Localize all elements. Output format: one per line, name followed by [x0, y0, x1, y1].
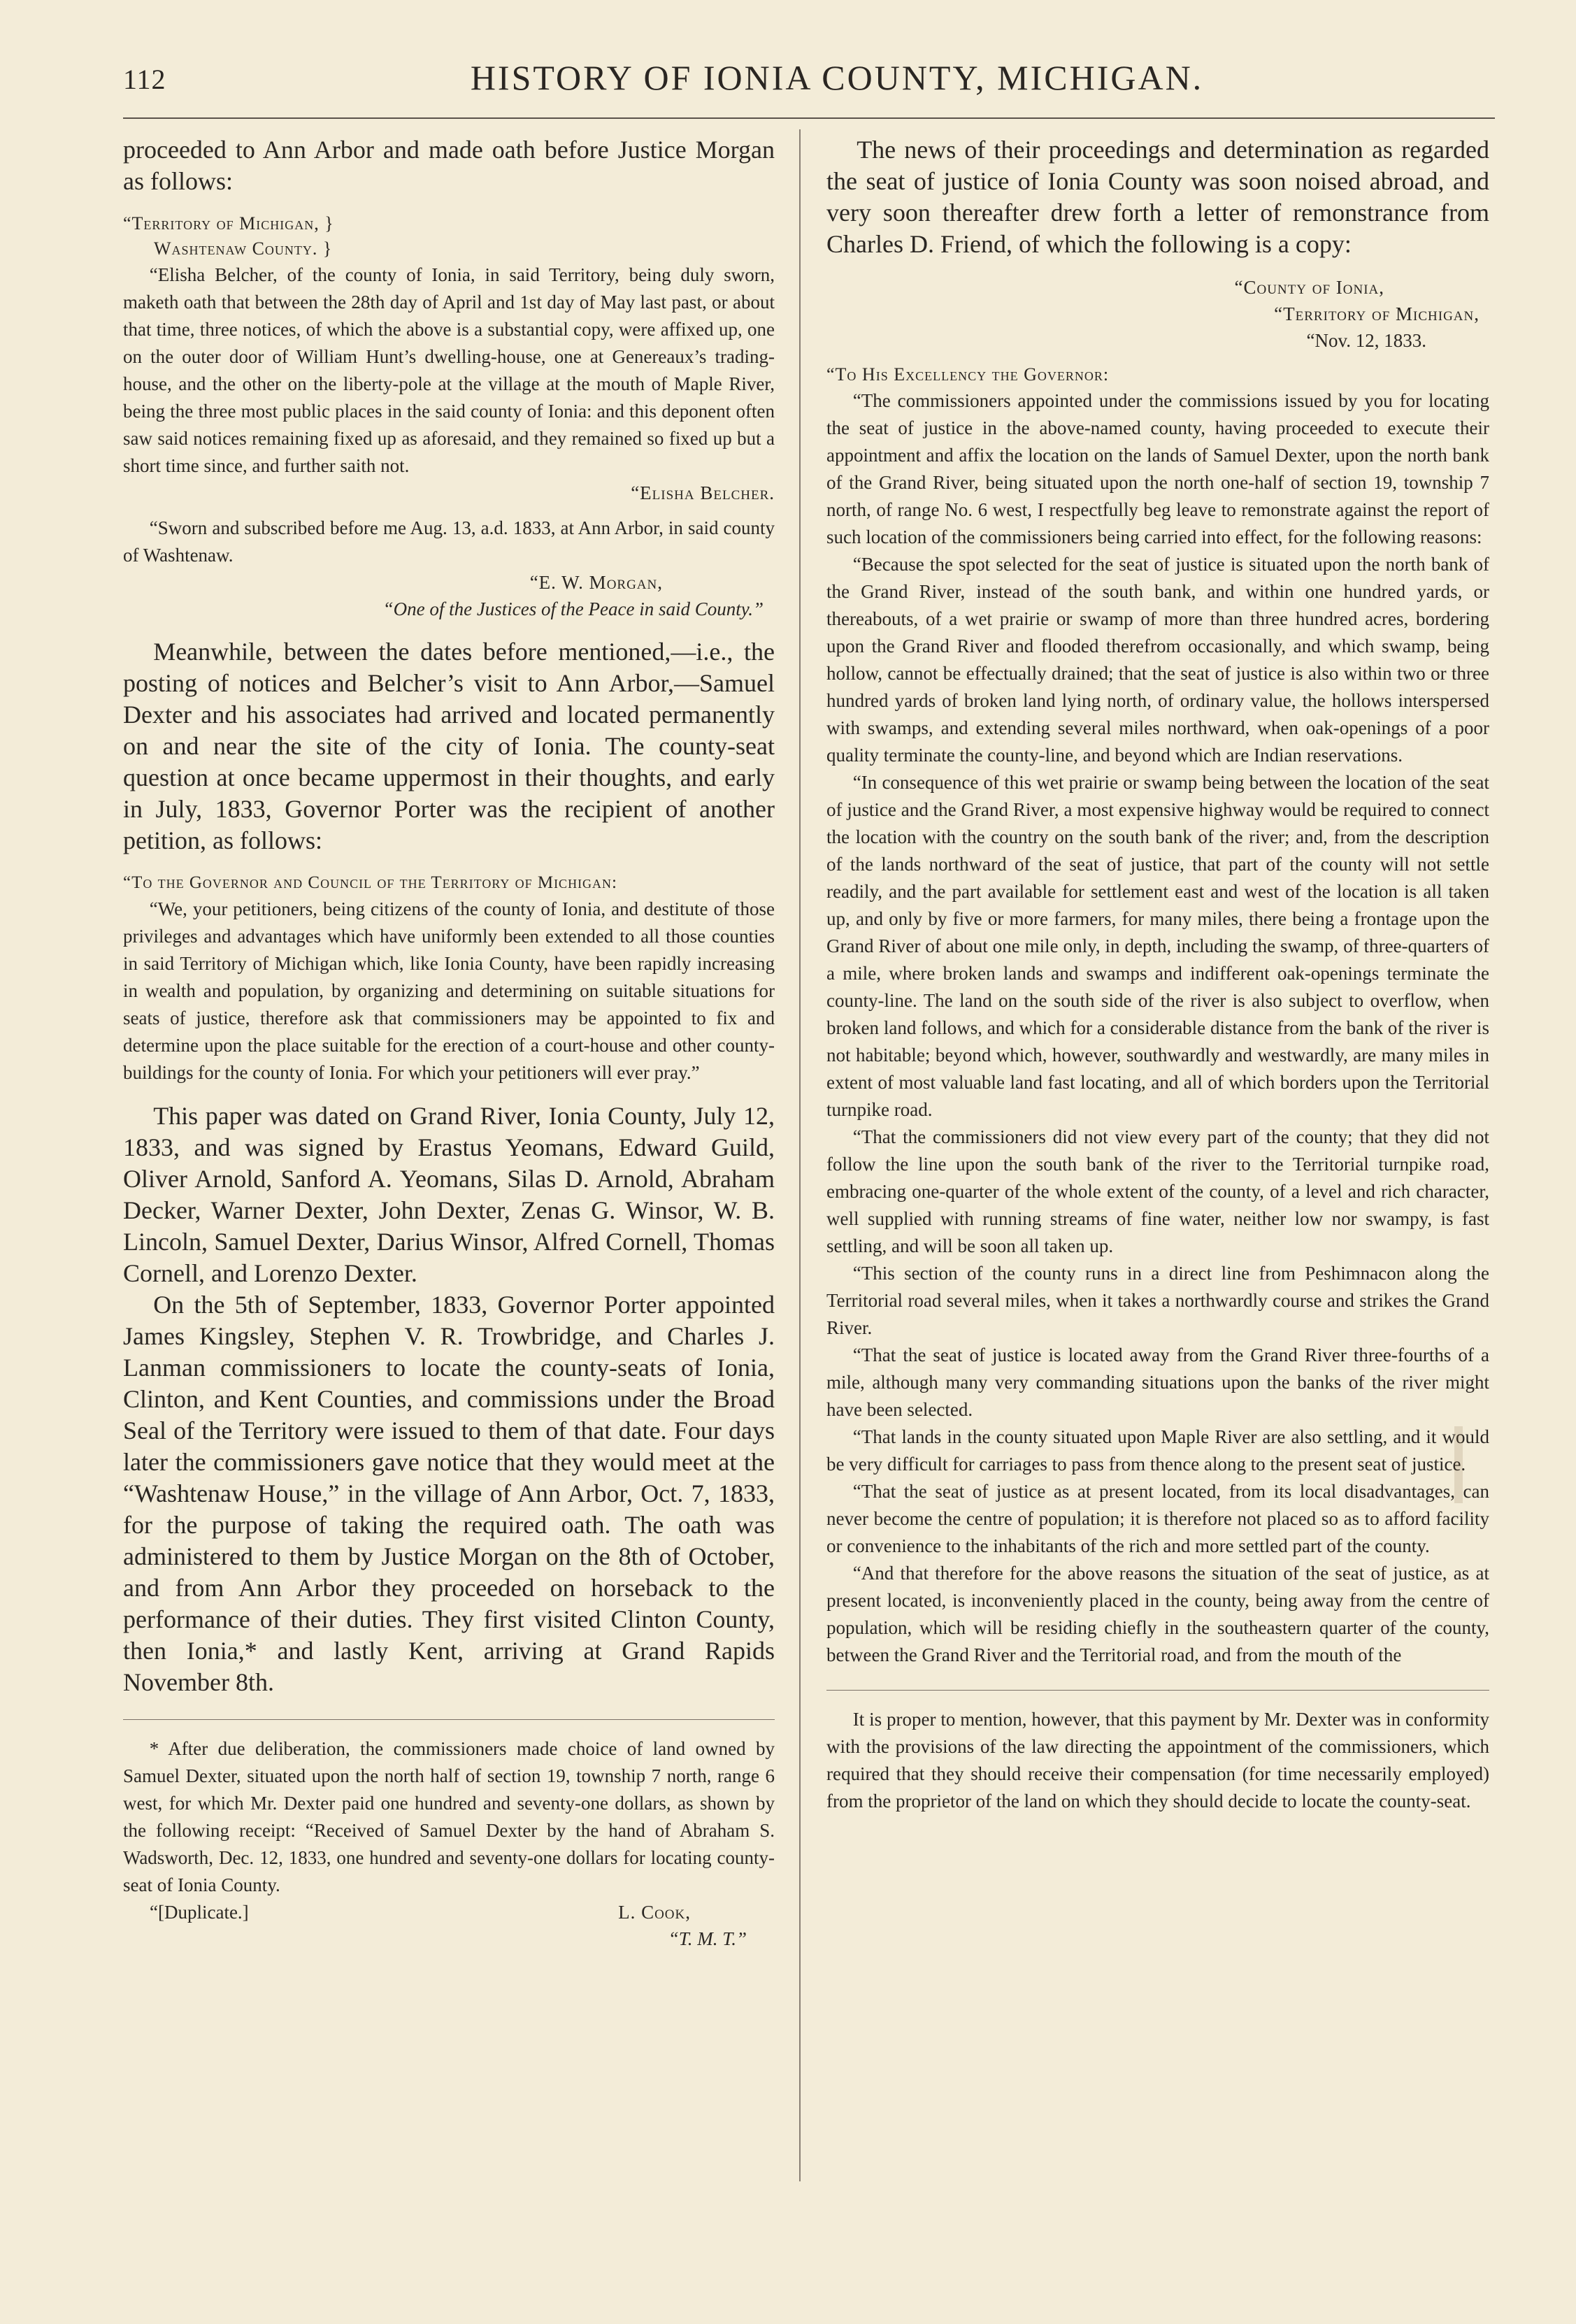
letter-paragraph: “In consequence of this wet prairie or swamp being between the location of the seat of justice and the Grand River, a most expensive highway would be required to connect the location with the country on the south bank of the river; and, from the description of the lands northward of the seat of justice, that part of the county will not settle readily, and the part available for settlement east and west of the location is all taken up, and only by five or more farmers, for many miles, there being a frontage upon the Grand River of about one mile only, in depth, including the swamp, of three-quarters of a mile, where broken lands and swamps and indifferent oak-openings terminate the county-line. The land on the south side of the river is also subject to overflow, when broken land follows, and which for a considerable distance from the bank of the river is not habitable; beyond which, however, southwardly and westwardly, are many miles in extent of most valuable land fast locating, and all of which borders upon the Territorial turnpike road.: [826, 772, 1489, 1120]
footnote-continuation: It is proper to mention, however, that this payment by Mr. Dexter was in conformity with the provisions of the law directing the appointment of the commissioners, which required that they should receive their compensation (for time necessarily employed) from the proprietor of the land on which they should decide to locate the county-seat.: [826, 1709, 1489, 1812]
header-rule: [123, 117, 1495, 119]
letter-paragraph: “That the commissioners did not view every part of the county; that they did not follow the line upon the south bank of the river to the Territorial turnpike road, embracing one-quarter of the whole extent of the county, of a level and rich character, well supplied with running streams of fine water, neither low nor swampy, is fast settling, and will be soon all taken up.: [826, 1126, 1489, 1256]
letter-salutation: “To His Excellency the Governor:: [826, 364, 1110, 385]
paragraph: The news of their proceedings and determination as regarded the seat of justice of Ionia County was soon noised abroad, and very soon thereafter drew forth a letter of remonstrance from Charles D. Friend, of which the following is a copy:: [826, 136, 1489, 258]
letter-paragraph: “That the seat of justice as at present located, from its local disadvantages, can never become the centre of population; it is therefore not placed so as to afford facility or convenience to the inhabitants of the rich and more settled part of the county.: [826, 1481, 1489, 1556]
footnote-rule: [123, 1719, 775, 1720]
petition-body: “We, your petitioners, being citizens of the county of Ionia, and destitute of those privileges and advantages which have uniformly been extended to all those counties in said Territory of Michigan which, like Ionia County, have been rapidly increasing in wealth and population, by organizing and determining on suitable situations for seats of justice, therefore ask that commissioners may be appointed to fix and determine upon the place suitable for the erection of a court-house and other county-buildings for the county of Ionia. For which your petitioners will ever pray.”: [123, 898, 775, 1083]
petition-address: “To the Governor and Council of the Territory of Michigan:: [123, 873, 618, 892]
letter-paragraph: “The commissioners appointed under the commissions issued by you for locating the seat of justice in the above-named county, having proceeded to execute their appointment and affix the location on the lands of Samuel Dexter, upon the north bank of the Grand River, being situated upon the north one-half of section 19, township 7 north, of range No. 6 west, I respectfully beg leave to remonstrate against the report of such location of the commissioners being carried into effect, for the following reasons:: [826, 390, 1489, 547]
footnote: * After due deliberation, the commissioners made choice of land owned by Samuel Dexter, situated upon the north half of section 19, township 7 north, range 6 west, for which Mr. Dexter paid one hundred and seventy-one dollars, as shown by the following receipt: “Received of Samuel Dexter by the hand of Abraham S. Wadsworth, Dec. 12, 1833, one hundred and seventy-one dollars for locating county-seat of Ionia County.: [123, 1738, 775, 1895]
column-divider: [799, 129, 801, 2181]
sworn-signature-title: “One of the Justices of the Peace in said County.”: [382, 598, 764, 619]
sworn-signature: “E. W. Morgan,: [529, 572, 663, 593]
page-header: [123, 57, 1495, 106]
letter-paragraph: “That the seat of justice is located away from the Grand River three-fourths of a mile, although many very commanding situations upon the banks of the river might have been selected.: [826, 1344, 1489, 1420]
letter-paragraph: “Because the spot selected for the seat of justice is situated upon the north bank of the Grand River, instead of the south bank, and within one hundred yards, or thereabouts, of a wet prairie or swamp of more than three hundred acres, bordering upon the Grand River and flooded therefrom occasionally, and which swamp, being hollow, cannot be effectually drained; that the seat of justice is also within two or three hundred yards of broken land lying north, of ordinary value, the hollows interspersed with swamps, and extending several miles northward, when oak-openings of a poor quality terminate the county-line, and beyond which are Indian reservations.: [826, 554, 1489, 766]
letter-dateline: “Territory of Michigan,: [1274, 303, 1480, 324]
paragraph: This paper was dated on Grand River, Ionia County, July 12, 1833, and was signed by Erastus Yeomans, Edward Guild, Oliver Arnold, Sanford A. Yeomans, Silas D. Arnold, Abraham Decker, Warner Dexter, John Dexter, Zenas G. Winsor, W. B. Lincoln, Samuel Dexter, Darius Winsor, Alfred Cornell, Thomas Cornell, and Lorenzo Dexter.: [123, 1102, 775, 1287]
left-column: [123, 134, 775, 1952]
footnote-signature-title: “T. M. T.”: [668, 1928, 747, 1949]
affidavit-signature: “Elisha Belcher.: [631, 482, 775, 503]
page-number: 112: [123, 64, 166, 95]
paragraph: Meanwhile, between the dates before mentioned,—i.e., the posting of notices and Belcher’s visit to Ann Arbor,—Samuel Dexter and his associates had arrived and located permanently on and near the site of the city of Ionia. The county-seat question at once became uppermost in their thoughts, and early in July, 1833, Governor Porter was the recipient of another petition, as follows:: [123, 638, 775, 854]
footnote-rule: [826, 1690, 1489, 1691]
paragraph: On the 5th of September, 1833, Governor Porter appointed James Kingsley, Stephen V. R. Trowbridge, and Charles J. Lanman commissioners to locate the county-seats of Ionia, Clinton, and Kent Counties, and commissions under the Broad Seal of the Territory were issued to them of that date. Four days later the commissioners gave notice that they would meet at the “Washtenaw House,” in the village of Ann Arbor, Oct. 7, 1833, for the purpose of taking the required oath. The oath was administered to them by Justice Morgan on the 8th of October, and from Ann Arbor they proceeded on horseback to the performance of their duties. They first visited Clinton County, then Ionia,* and lastly Kent, arriving at Grand Rapids November 8th.: [123, 1291, 775, 1696]
footnote-signature-block: [123, 1899, 775, 1925]
paragraph: proceeded to Ann Arbor and made oath before Justice Morgan as follows:: [123, 136, 775, 195]
letter-dateline: “County of Ionia,: [1234, 277, 1384, 298]
running-title: HISTORY OF IONIA COUNTY, MICHIGAN.: [470, 58, 1204, 97]
affidavit-address-line: Washtenaw County. }: [154, 238, 333, 259]
footnote-signature: L. Cook,: [618, 1902, 691, 1923]
paper-stain: [1454, 1426, 1463, 1503]
footnote-duplicate: “[Duplicate.]: [150, 1902, 249, 1923]
letter-paragraph: “That lands in the county situated upon Maple River are also settling, and it would be very difficult for carriages to pass from thence along to the present seat of justice.: [826, 1426, 1489, 1475]
sworn-statement: “Sworn and subscribed before me Aug. 13, a.d. 1833, at Ann Arbor, in said county of Washtenaw.: [123, 517, 775, 566]
letter-dateline: “Nov. 12, 1833.: [1306, 330, 1426, 351]
affidavit-address-line: “Territory of Michigan, }: [123, 213, 334, 234]
letter-paragraph: “This section of the county runs in a direct line from Peshimnacon along the Territorial road several miles, when it takes a northwardly course and strikes the Grand River.: [826, 1263, 1489, 1338]
right-column: [826, 134, 1489, 1815]
affidavit-body: “Elisha Belcher, of the county of Ionia, in said Territory, being duly sworn, maketh oath that between the 28th day of April and 1st day of May last past, or about that time, three notices, of which the above is a substantial copy, were affixed up, one on the outer door of William Hunt’s dwelling-house, one at Genereaux’s trading-house, and the other on the liberty-pole at the village at the mouth of Maple River, being the three most public places in the said county of Ionia: and this deponent often saw said notices remaining fixed up as aforesaid, and they remained so fixed up but a short time since, and further saith not.: [123, 264, 775, 476]
letter-paragraph: “And that therefore for the above reasons the situation of the seat of justice, as at present located, is inconveniently placed in the county, being away from the centre of population, which will be residing chiefly in the southeastern quarter of the county, between the Grand River and the Territorial road, and from the mouth of the: [826, 1563, 1489, 1665]
